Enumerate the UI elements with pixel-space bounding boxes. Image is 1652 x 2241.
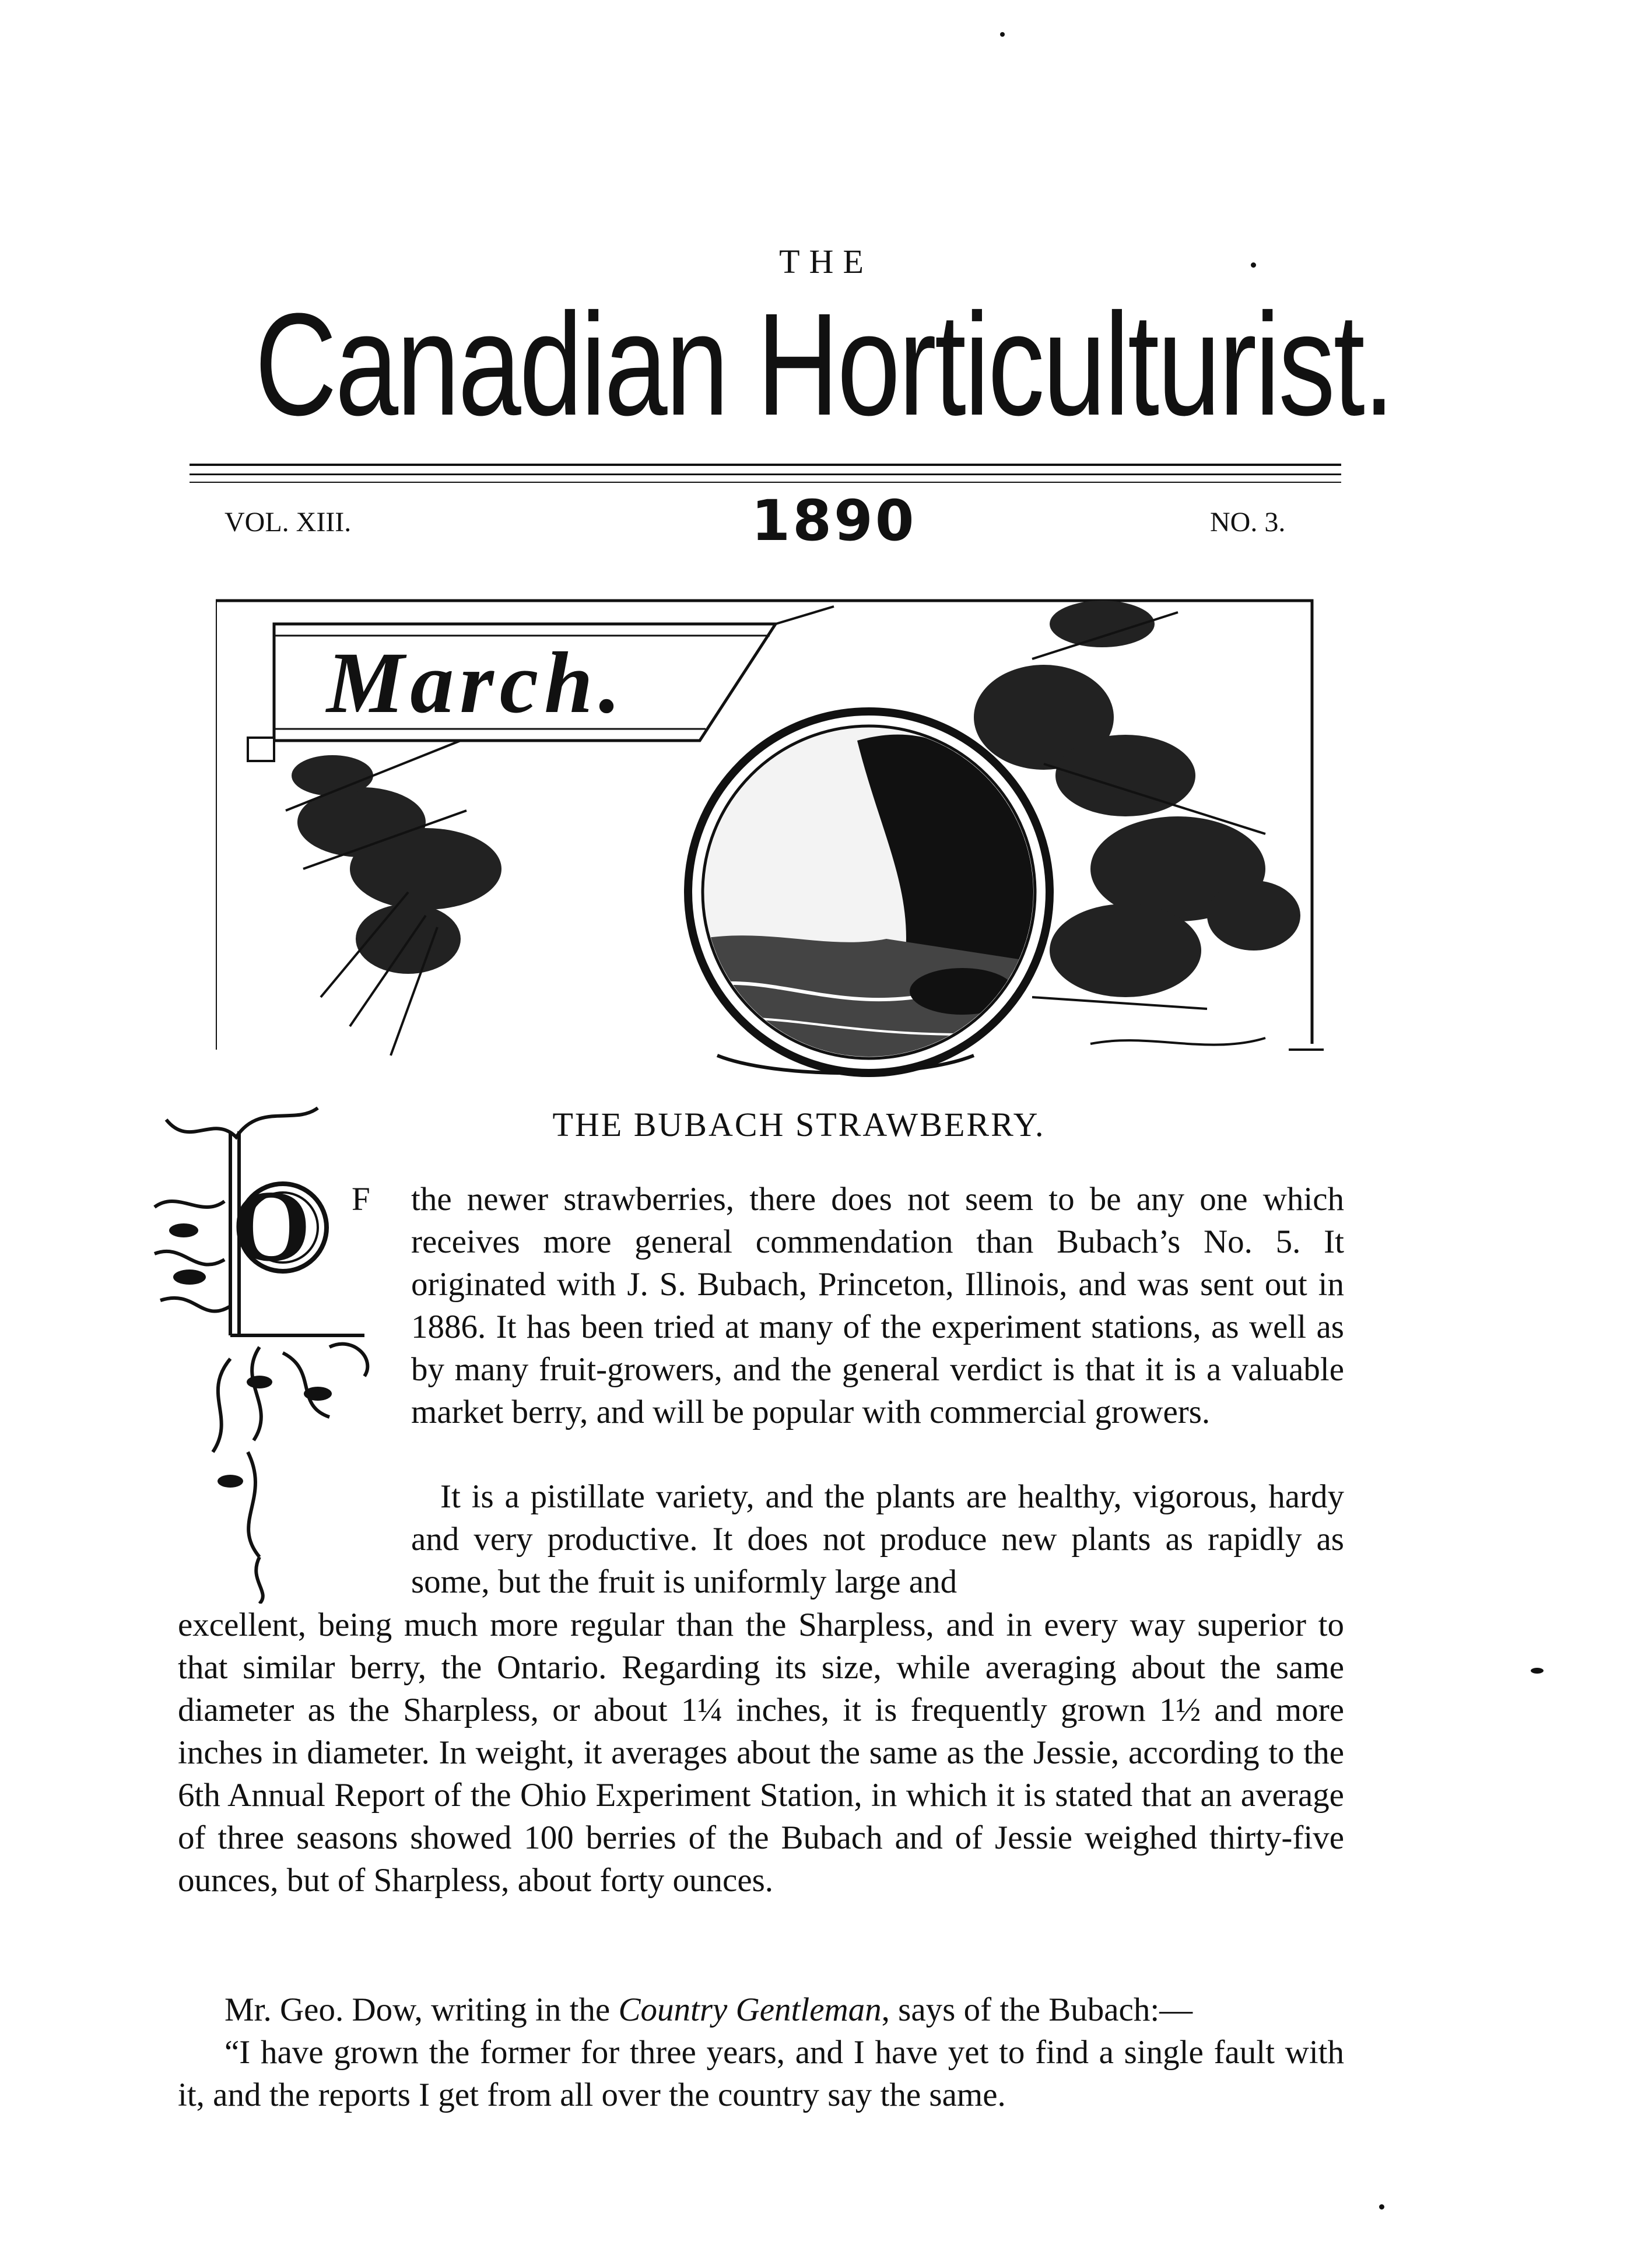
issue-number: NO. 3. [1210, 507, 1286, 538]
first-letter: F [352, 1181, 370, 1218]
article-paragraph [352, 1178, 1344, 1433]
scan-speck [1251, 262, 1256, 268]
article-quote: “I have grown the former for three years, and I have yet to find a single fault with it, and the reports I get from all over the country say the same. [178, 2034, 1344, 2113]
source-publication: Country Gentleman [618, 1991, 882, 2028]
scan-speck [1000, 32, 1005, 37]
paragraph-text: the newer strawberries, there does not seem to be any one which receives more general commendation than Bubach’s No. 5. It originated with J. S. Bubach, Princeton, Illinois, and was sent out in 1886. It has been tried at many of the experiment stations, as well as by many fruit-growers, and the general verdict is that it is a valuable market berry, and will be popular with commercial growers. [411, 1181, 1344, 1430]
volume-label: VOL. XIII. [225, 507, 352, 538]
scan-speck [1379, 2204, 1384, 2210]
article-paragraph-continued: excellent, being much more regular than the Sharpless, and in every way superior to that similar berry, the Ontario. Regarding its size, while averaging about the same diameter as the Sharpless, or about 1¼ inches, it is frequently grown 1½ and more inches in diameter. In weight, it averages about the same as the Jessie, according to the 6th Annual Report of the Ohio Experiment Station, in which it is stated that an average of three seasons showed 100 berries of the Bubach and of Jessie weighed thirty-five ounces, but of Sharpless, about forty ounces. [178, 1607, 1344, 1899]
scan-speck [1531, 1668, 1544, 1674]
masthead-title: Canadian Horticulturist. [254, 283, 1393, 446]
article-paragraph: It is a pistillate variety, and the plants are healthy, vigorous, hardy and very productive. It does not produce new plants as rapidly as some, but the fruit is uniformly large and [411, 1478, 1344, 1600]
masthead-rule [190, 464, 1341, 466]
masthead-the: THE [779, 243, 873, 280]
year-label: 1890 [751, 488, 917, 553]
paragraph-text: Mr. Geo. Dow, writing in the [225, 1991, 619, 2028]
drop-cap-letter: O [231, 1169, 311, 1282]
paragraph-text: , says of the Bubach:— [881, 1991, 1193, 2028]
masthead-rule [190, 482, 1341, 483]
masthead-rule [190, 474, 1341, 475]
month-title: March. [327, 634, 627, 731]
article-title: THE BUBACH STRAWBERRY. [552, 1106, 1046, 1144]
article-paragraph [178, 1989, 1344, 2031]
